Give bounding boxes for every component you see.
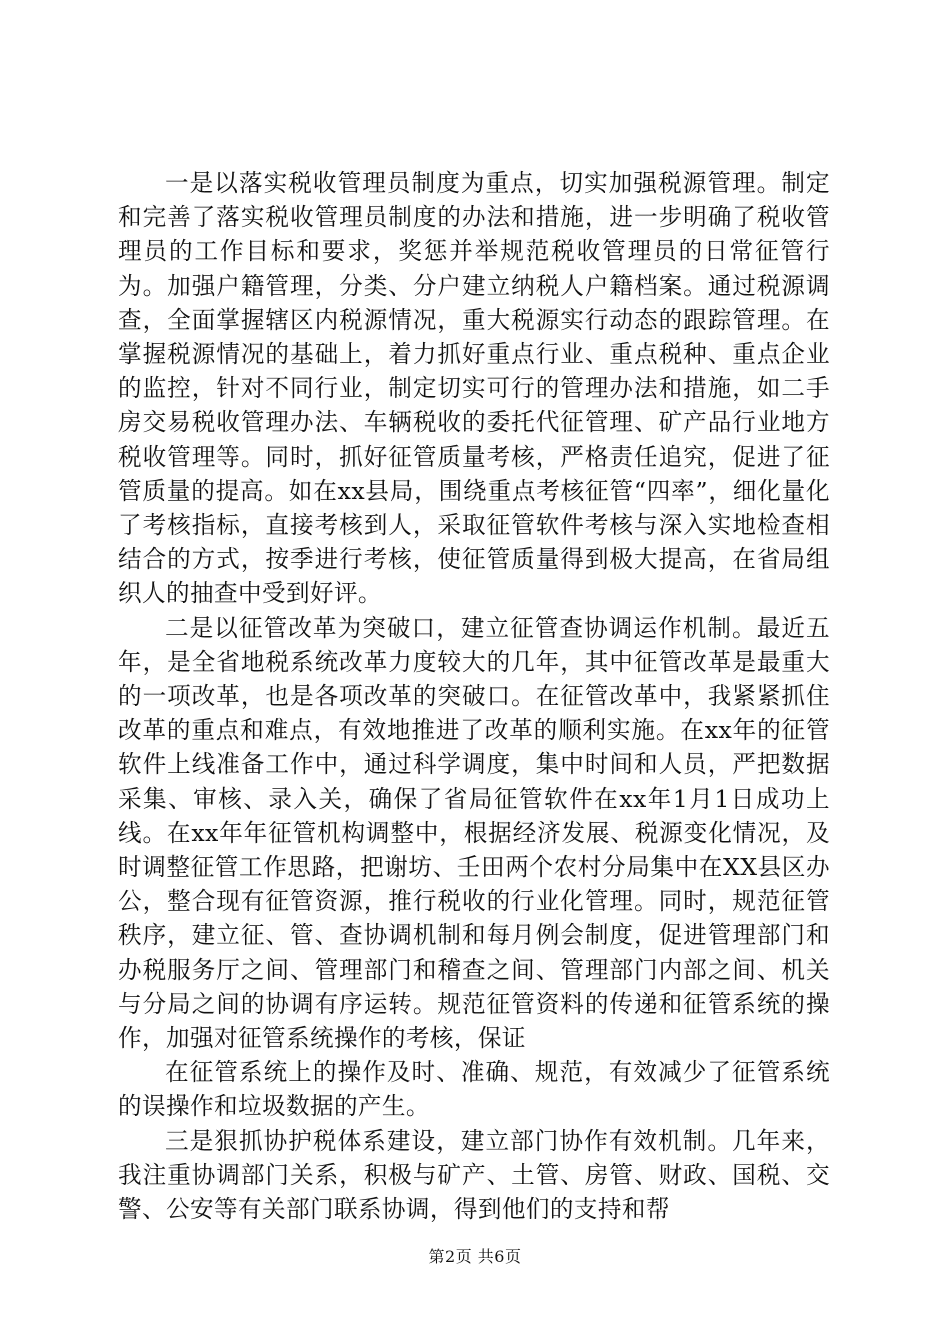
page-number-footer: 第2页 共6页 <box>428 1247 522 1266</box>
paragraph-2: 二是以征管改革为突破口，建立征管查协调运作机制。最近五年，是全省地税系统改革力度较大的几年，其中征管改革是最重大的一项改革，也是各项改革的突破口。在征管改革中，我紧紧抓住改革的重点和难点，有效地推进了改革的顺利实施。在xx年的征管软件上线准备工作中，通过科学调度，集中时间和人员，严把数据采集、审核、录入关，确保了省局征管软件在xx年1月1日成功上线。在xx年年征管机构调整中，根据经济发展、税源变化情况，及时调整征管工作思路，把谢坊、壬田两个农村分局集中在XX县区办公，整合现有征管资源，推行税收的行业化管理。同时，规范征管秩序，建立征、管、查协调机制和每月例会制度，促进管理部门和办税服务厅之间、管理部门和稽查之间、管理部门内部之间、机关与分局之间的协调有序运转。规范征管资料的传递和征管系统的操作，加强对征管系统操作的考核，保证 <box>118 613 830 1053</box>
document-body <box>118 166 830 1226</box>
paragraph-1: 一是以落实税收管理员制度为重点，切实加强税源管理。制定和完善了落实税收管理员制度的办法和措施，进一步明确了税收管理员的工作目标和要求，奖惩并举规范税收管理员的日常征管行为。加强户籍管理，分类、分户建立纳税人户籍档案。通过税源调查，全面掌握辖区内税源情况，重大税源实行动态的跟踪管理。在掌握税源情况的基础上，着力抓好重点行业、重点税种、重点企业的监控，针对不同行业，制定切实可行的管理办法和措施，如二手房交易税收管理办法、车辆税收的委托代征管理、矿产品行业地方税收管理等。同时，抓好征管质量考核，严格责任追究，促进了征管质量的提高。如在xx县局，围绕重点考核征管“四率”，细化量化了考核指标，直接考核到人，采取征管软件考核与深入实地检查相结合的方式，按季进行考核，使征管质量得到极大提高，在省局组织人的抽查中受到好评。 <box>118 169 830 608</box>
paragraph-4: 三是狠抓协护税体系建设，建立部门协作有效机制。几年来，我注重协调部门关系，积极与矿产、土管、房管、财政、国税、交警、公安等有关部门联系协调，得到他们的支持和帮 <box>118 1126 830 1224</box>
paragraph-3: 在征管系统上的操作及时、准确、规范，有效减少了征管系统的误操作和垃圾数据的产生。 <box>118 1058 830 1121</box>
